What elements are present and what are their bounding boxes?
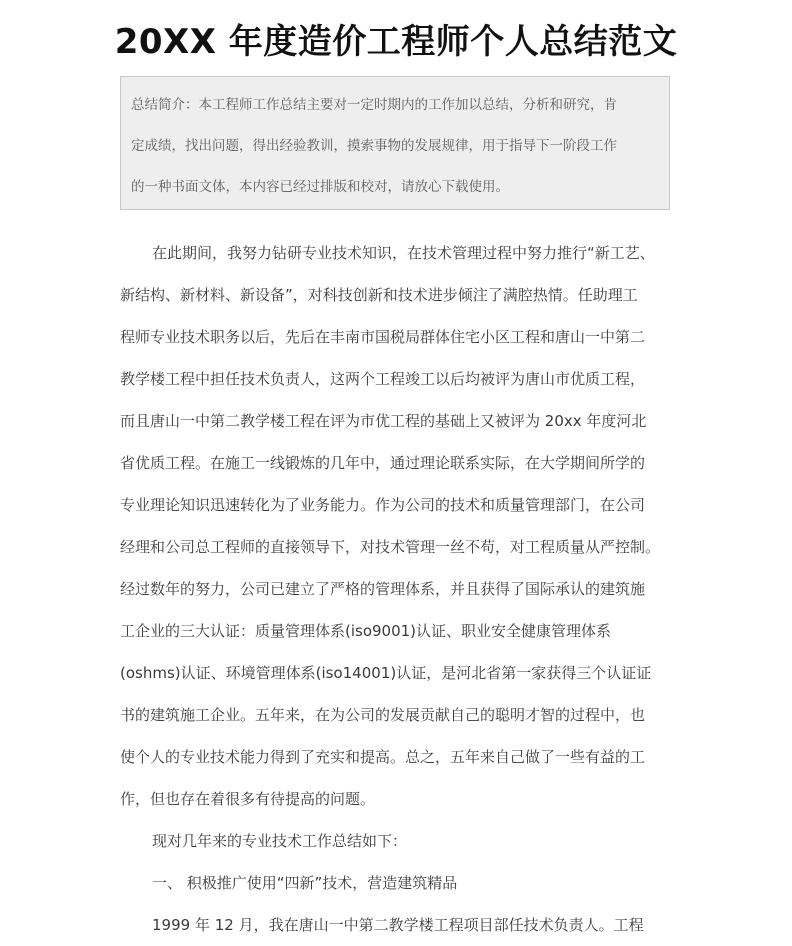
- paragraph-line: 省优质工程。在施工一线锻炼的几年中，通过理论联系实际，在大学期间所学的: [120, 454, 646, 472]
- paragraph-line: 专业理论知识迅速转化为了业务能力。作为公司的技术和质量管理部门，在公司: [120, 496, 646, 514]
- page-title: 20XX 年度造价工程师个人总结范文: [114, 22, 678, 62]
- summary-line: 总结简介：本工程师工作总结主要对一定时期内的工作加以总结，分析和研究，肯: [131, 97, 617, 113]
- paragraph-line: 经理和公司总工程师的直接领导下，对技术管理一丝不苟，对工程质量从严控制。: [120, 538, 661, 556]
- summary-box: [120, 76, 670, 210]
- body-text: [120, 232, 676, 946]
- paragraph-line: 1999 年 12 月，我在唐山一中第二教学楼工程项目部任技术负责人。工程: [152, 916, 644, 934]
- paragraph-line: 作，但也存在着很多有待提高的问题。: [120, 790, 376, 808]
- paragraph-line: 程师专业技术职务以后，先后在丰南市国税局群体住宅小区工程和唐山一中第二: [120, 328, 646, 346]
- paragraph-line: 教学楼工程中担任技术负责人，这两个工程竣工以后均被评为唐山市优质工程，: [120, 370, 646, 388]
- paragraph-line: 现对几年来的专业技术工作总结如下：: [152, 832, 408, 850]
- paragraph-line: 经过数年的努力，公司已建立了严格的管理体系，并且获得了国际承认的建筑施: [120, 580, 646, 598]
- summary-line: 定成绩，找出问题，得出经验教训，摸索事物的发展规律，用于指导下一阶段工作: [131, 138, 617, 154]
- paragraph-line: 书的建筑施工企业。五年来，在为公司的发展贡献自己的聪明才智的过程中，也: [120, 706, 646, 724]
- paragraph-line: 而且唐山一中第二教学楼工程在评为市优工程的基础上又被评为 20xx 年度河北: [120, 412, 647, 430]
- paragraph-line: 在此期间，我努力钻研专业技术知识，在技术管理过程中努力推行“新工艺、: [152, 244, 655, 262]
- summary-line: 的一种书面文体，本内容已经过排版和校对，请放心下载使用。: [131, 179, 509, 195]
- paragraph-line: 新结构、新材料、新设备”，对科技创新和技术进步倾注了满腔热情。任助理工: [120, 286, 638, 304]
- paragraph-line: 使个人的专业技术能力得到了充实和提高。总之，五年来自己做了一些有益的工: [120, 748, 646, 766]
- paragraph-line: (oshms)认证、环境管理体系(iso14001)认证，是河北省第一家获得三个认证证: [120, 664, 652, 682]
- paragraph-line: 工企业的三大认证：质量管理体系(iso9001)认证、职业安全健康管理体系: [120, 622, 612, 640]
- section-heading: 一、 积极推广使用“四新”技术，营造建筑精品: [152, 874, 458, 892]
